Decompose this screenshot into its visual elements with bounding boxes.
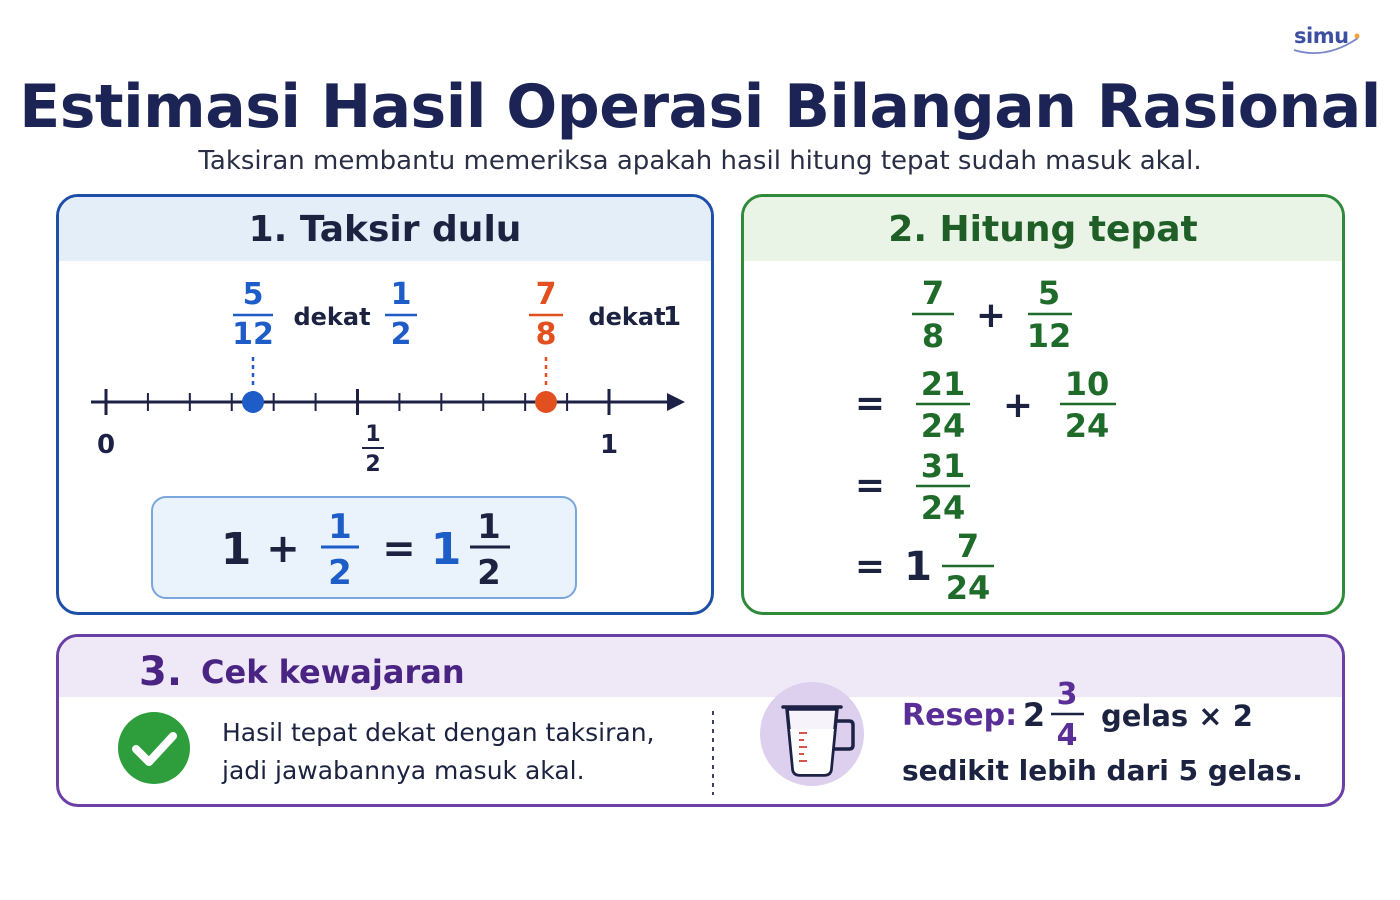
axis-label-zero: 0 — [96, 430, 116, 460]
panel-exact — [741, 194, 1345, 615]
estimate-a: 1 — [220, 524, 252, 575]
l3-num: 31 — [920, 447, 966, 485]
check-circle-icon — [118, 712, 190, 784]
l1-a-den: 8 — [921, 317, 945, 355]
exact-calculation — [744, 197, 1345, 615]
near-b-word: dekat — [588, 303, 666, 331]
frac-a-num: 5 — [242, 277, 264, 312]
frac-b-num: 7 — [535, 277, 557, 312]
l4-den: 24 — [945, 569, 991, 607]
panel-estimate — [56, 194, 714, 615]
l2-a-num: 21 — [920, 365, 966, 403]
axis-label-one: 1 — [599, 430, 619, 460]
point-a — [242, 391, 264, 413]
recipe-whole: 2 — [1022, 696, 1046, 734]
logo: simu — [1294, 24, 1349, 48]
frac-b-den: 8 — [535, 317, 557, 352]
estimate-r-num: 1 — [477, 507, 501, 547]
recipe-den: 4 — [1056, 718, 1078, 753]
near-a-num: 1 — [390, 277, 412, 312]
estimate-plus: + — [266, 526, 300, 572]
recipe-num: 3 — [1056, 677, 1078, 712]
panel-check-number: 3. — [139, 649, 183, 695]
panel-exact-heading: 2. Hitung tepat — [888, 209, 1198, 250]
l1-op: + — [975, 295, 1007, 336]
page-subtitle: Taksiran membantu memeriksa apakah hasil hitung tepat sudah masuk akal. — [198, 146, 1202, 176]
check-text-line1: Hasil tepat dekat dengan taksiran, — [222, 718, 655, 747]
axis-label-half-num: 1 — [365, 422, 381, 447]
panel-check-heading: Cek kewajaran — [201, 653, 465, 691]
near-a-word: dekat — [293, 303, 371, 331]
estimate-box — [152, 497, 576, 598]
number-line — [91, 389, 685, 415]
recipe-line2: sedikit lebih dari 5 gelas. — [902, 754, 1303, 787]
l2-op: + — [1002, 385, 1034, 426]
point-b — [535, 391, 557, 413]
near-b-value: 1 — [662, 302, 682, 332]
estimate-r-den: 2 — [477, 553, 501, 593]
recipe-rest: gelas × 2 — [1101, 699, 1253, 733]
panel-check — [56, 634, 1345, 807]
l4-num: 7 — [956, 527, 980, 565]
estimate-eq: = — [382, 526, 416, 572]
l3-eq: = — [854, 465, 886, 506]
l1-b-num: 5 — [1037, 274, 1061, 312]
page-title: Estimasi Hasil Operasi Bilangan Rasional — [19, 72, 1381, 142]
l2-b-num: 10 — [1064, 365, 1110, 403]
l2-eq: = — [854, 383, 886, 424]
l2-a-den: 24 — [920, 407, 966, 445]
panel-estimate-heading: 1. Taksir dulu — [248, 209, 522, 250]
frac-a-den: 12 — [232, 317, 274, 352]
l3-den: 24 — [920, 489, 966, 527]
estimate-b-num: 1 — [328, 507, 352, 547]
estimate-whole: 1 — [430, 524, 462, 575]
l2-b-den: 24 — [1064, 407, 1110, 445]
check-content — [59, 637, 1345, 807]
recipe-label: Resep: — [902, 698, 1018, 733]
l4-whole: 1 — [904, 544, 932, 590]
number-line-figure — [59, 197, 714, 615]
l4-eq: = — [854, 546, 886, 587]
l1-a-num: 7 — [921, 274, 945, 312]
l1-b-den: 12 — [1026, 317, 1072, 355]
measuring-cup-icon — [760, 682, 864, 786]
axis-label-half-den: 2 — [365, 452, 381, 477]
near-a-den: 2 — [390, 317, 412, 352]
check-text-line2: jadi jawabannya masuk akal. — [222, 756, 585, 785]
estimate-b-den: 2 — [328, 553, 352, 593]
